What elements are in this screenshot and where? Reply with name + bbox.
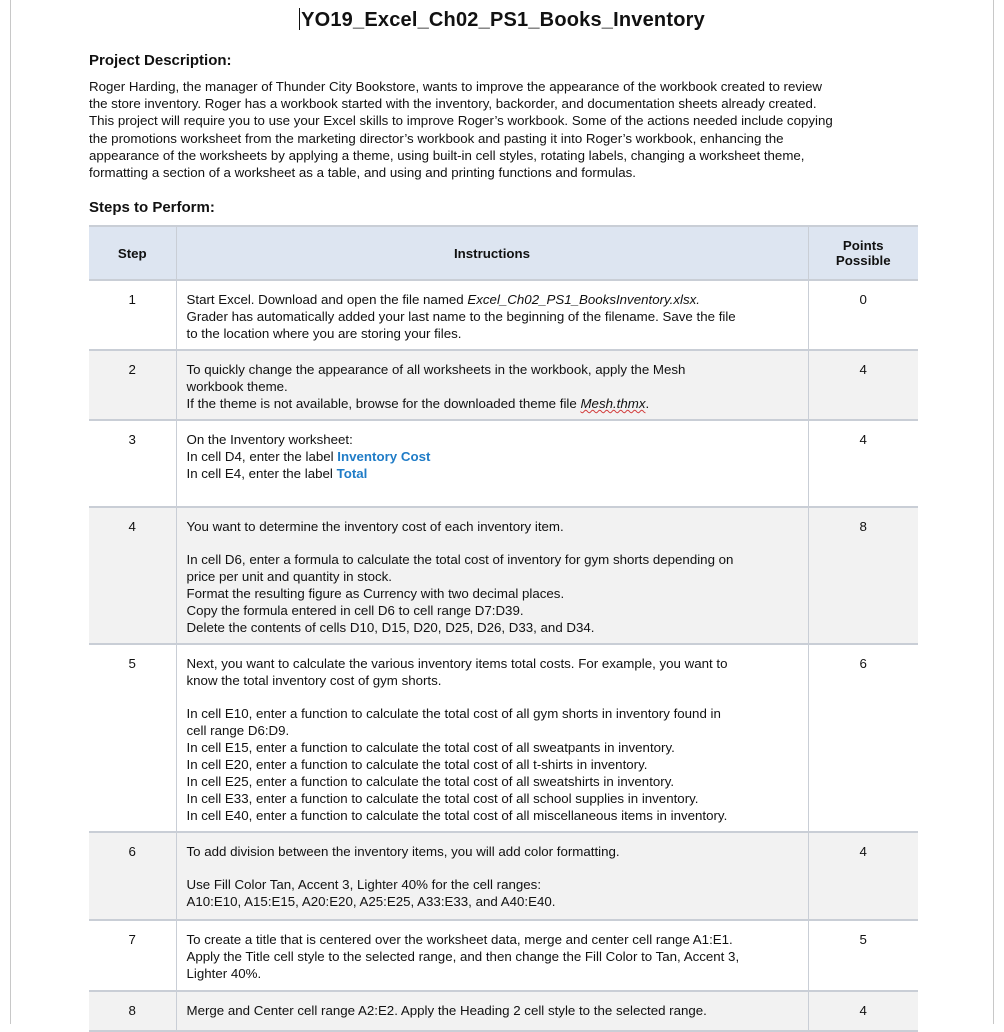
instruction-line: Grader has automatically added your last name to the beginning of the filename. Save the file	[186, 309, 736, 324]
instruction-line: Delete the contents of cells D10, D15, D20, D25, D26, D33, and D34.	[186, 620, 595, 635]
points-possible: 4	[808, 350, 918, 420]
description-line: This project will require you to use your Excel skills to improve Roger’s workbook. Some of the actions needed include copying	[89, 113, 833, 129]
header-points-line: Points	[842, 238, 884, 253]
instruction-line: Merge and Center cell range A2:E2. Apply the Heading 2 cell style to the selected range.	[186, 1003, 707, 1018]
table-row	[89, 420, 918, 507]
instruction-line: Format the resulting figure as Currency with two decimal places.	[186, 586, 565, 601]
instruction-line: In cell E40, enter a function to calculate the total cost of all miscellaneous items in inventory.	[186, 808, 728, 823]
step-instructions	[176, 420, 808, 507]
step-number: 3	[89, 420, 176, 507]
instruction-line: If the theme is not available, browse for the downloaded theme file Mesh.thmx.	[186, 396, 650, 411]
instruction-line: In cell E10, enter a function to calculate the total cost of all gym shorts in inventory found in	[186, 706, 721, 721]
instruction-line: To quickly change the appearance of all worksheets in the workbook, apply the Mesh	[186, 362, 686, 377]
instruction-line: A10:E10, A15:E15, A20:E20, A25:E25, A33:E33, and A40:E40.	[186, 894, 556, 909]
steps-heading: Steps to Perform:	[89, 199, 215, 216]
table-row	[89, 991, 918, 1031]
instruction-line: To create a title that is centered over the worksheet data, merge and center cell range A1:E1.	[186, 932, 733, 947]
file-name: Mesh.thmx	[580, 396, 646, 411]
file-name: Excel_Ch02_PS1_BooksInventory.xlsx.	[467, 292, 700, 307]
description-line: Roger Harding, the manager of Thunder City Bookstore, wants to improve the appearance of the workbook created to review	[89, 79, 822, 94]
points-possible: 6	[808, 644, 918, 832]
instruction-line: price per unit and quantity in stock.	[186, 569, 392, 584]
description-line: the store inventory. Roger has a workbook started with the inventory, backorder, and documentation sheets already created.	[89, 96, 817, 112]
table-row	[89, 507, 918, 644]
instruction-line: Use Fill Color Tan, Accent 3, Lighter 40% for the cell ranges:	[186, 877, 542, 892]
instruction-line: know the total inventory cost of gym shorts.	[186, 673, 442, 688]
table-row	[89, 280, 918, 350]
instruction-line: cell range D6:D9.	[186, 723, 290, 738]
step-number: 1	[89, 280, 176, 350]
description-line: formatting a section of a worksheet as a table, and using and printing functions and formulas.	[89, 165, 636, 181]
step-instructions	[176, 920, 808, 991]
instruction-line: Copy the formula entered in cell D6 to cell range D7:D39.	[186, 603, 524, 618]
project-description-heading: Project Description:	[89, 52, 232, 69]
instruction-line: Start Excel. Download and open the file named Excel_Ch02_PS1_BooksInventory.xlsx.	[186, 292, 700, 307]
table-row	[89, 920, 918, 991]
instruction-line: to the location where you are storing your files.	[186, 326, 462, 341]
points-possible: 8	[808, 507, 918, 644]
instruction-spacer	[187, 689, 798, 705]
step-number: 4	[89, 507, 176, 644]
cell-label: Total	[336, 466, 368, 481]
text-cursor	[299, 8, 300, 30]
instruction-line: In cell E33, enter a function to calculate the total cost of all school supplies in inventory.	[186, 791, 699, 806]
project-description	[89, 78, 919, 181]
points-possible: 4	[808, 832, 918, 920]
step-instructions	[176, 991, 808, 1031]
instruction-line: In cell E15, enter a function to calculate the total cost of all sweatpants in inventory.	[186, 740, 675, 755]
cell-label: Inventory Cost	[337, 449, 431, 464]
header-points-line: Possible	[835, 253, 891, 268]
points-possible: 4	[808, 991, 918, 1031]
instruction-line: In cell D4, enter the label Inventory Cost	[186, 449, 431, 464]
step-number: 6	[89, 832, 176, 920]
document-title: YO19_Excel_Ch02_PS1_Books_Inventory	[301, 9, 705, 31]
steps-table	[89, 225, 918, 1032]
table-header-row	[89, 226, 918, 280]
table-row	[89, 644, 918, 832]
points-possible: 0	[808, 280, 918, 350]
header-step: Step	[89, 226, 176, 280]
step-instructions	[176, 644, 808, 832]
instruction-line: workbook theme.	[186, 379, 288, 394]
step-instructions	[176, 507, 808, 644]
instruction-line: Apply the Title cell style to the selected range, and then change the Fill Color to Tan, Accent 3,	[186, 949, 740, 964]
step-number: 8	[89, 991, 176, 1031]
instruction-spacer	[187, 860, 798, 876]
step-instructions	[176, 350, 808, 420]
instruction-line: Lighter 40%.	[186, 966, 262, 981]
step-instructions	[176, 832, 808, 920]
instruction-line: You want to determine the inventory cost of each inventory item.	[186, 519, 564, 534]
instruction-line: In cell E4, enter the label Total	[186, 466, 368, 481]
header-points	[808, 226, 918, 280]
table-row	[89, 832, 918, 920]
instruction-spacer	[187, 535, 798, 551]
instruction-line: To add division between the inventory items, you will add color formatting.	[186, 844, 620, 859]
table-row	[89, 350, 918, 420]
header-instructions: Instructions	[176, 226, 808, 280]
step-number: 7	[89, 920, 176, 991]
instruction-line: In cell E25, enter a function to calculate the total cost of all sweatshirts in inventory.	[186, 774, 675, 789]
step-number: 2	[89, 350, 176, 420]
points-possible: 5	[808, 920, 918, 991]
instruction-line: On the Inventory worksheet:	[186, 432, 353, 447]
step-instructions	[176, 280, 808, 350]
description-line: appearance of the worksheets by applying a theme, using built-in cell styles, rotating labels, changing a worksheet theme,	[89, 147, 805, 163]
instruction-line: Next, you want to calculate the various inventory items total costs. For example, you want to	[186, 656, 728, 671]
instruction-line: In cell D6, enter a formula to calculate the total cost of inventory for gym shorts depending on	[186, 552, 734, 567]
points-possible: 4	[808, 420, 918, 507]
step-number: 5	[89, 644, 176, 832]
instruction-line: In cell E20, enter a function to calculate the total cost of all t-shirts in inventory.	[186, 757, 648, 772]
description-line: the promotions worksheet from the marketing director’s workbook and pasting it into Roger’s workbook, enhancing the	[89, 130, 784, 146]
